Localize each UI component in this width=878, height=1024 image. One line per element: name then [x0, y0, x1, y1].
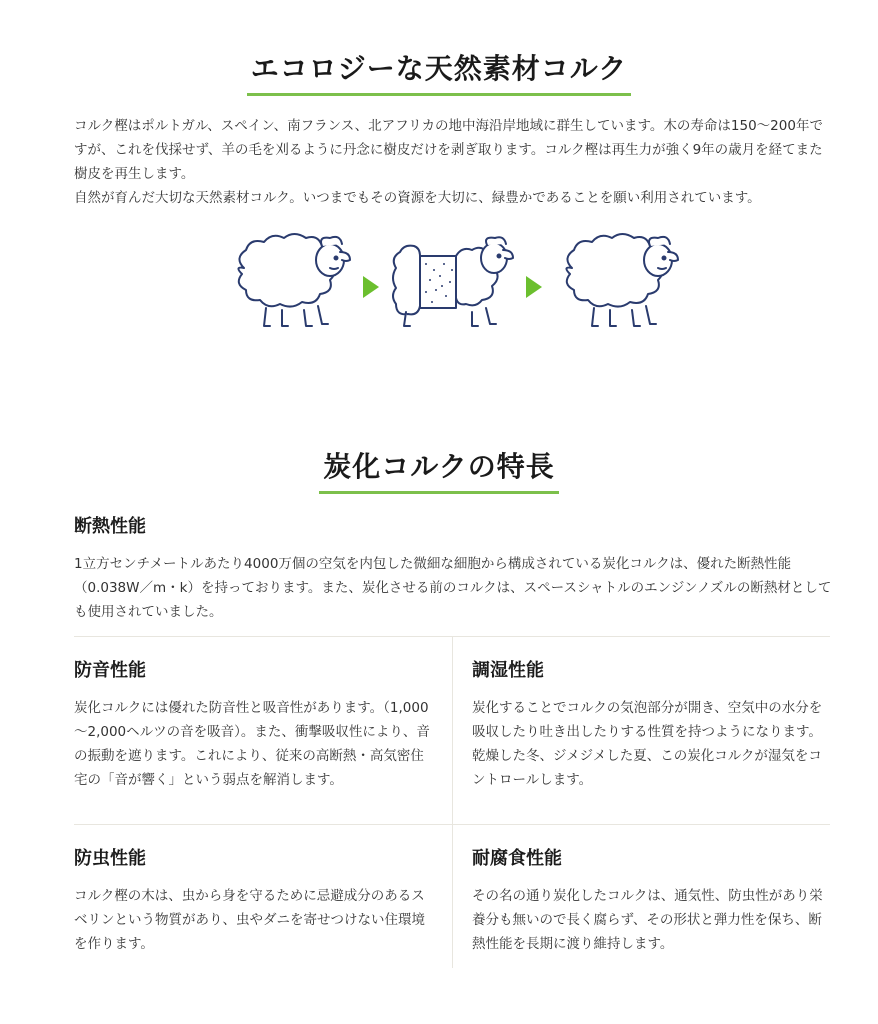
- sheared-sheep-icon: [390, 228, 520, 338]
- feature-humidity: [472, 656, 832, 792]
- feature-heading: 調湿性能: [472, 660, 544, 681]
- arrow-right-icon: [526, 276, 542, 298]
- feature-insect-proof: [74, 844, 434, 956]
- section-title-ecology: [0, 47, 878, 96]
- intro-paragraph-2: 自然が育んだ大切な天然素材コルク。いつまでもその資源を大切に、緑豊かであることを願い利用されています。: [74, 190, 761, 206]
- feature-insulation: [74, 512, 834, 624]
- heading-features: 炭化コルクの特長: [319, 445, 558, 494]
- feature-description: 炭化することでコルクの気泡部分が開き、空気中の水分を吸収したり吐き出したりする性質を持つようになります。乾燥した冬、ジメジメした夏、この炭化コルクが湿気をコントロールします。: [472, 700, 823, 788]
- intro-text: [74, 114, 834, 210]
- column-divider: [452, 636, 453, 968]
- cork-harvest-illustration: [220, 228, 690, 348]
- sheep-icon: [554, 228, 684, 338]
- feature-heading: 防虫性能: [74, 848, 146, 869]
- feature-heading: 耐腐食性能: [472, 848, 562, 869]
- feature-description: その名の通り炭化したコルクは、通気性、防虫性があり栄養分も無いので長く腐らず、その形状と弾力性を保ち、断熱性能を長期に渡り維持します。: [472, 888, 823, 952]
- feature-soundproof: [74, 656, 434, 792]
- feature-description: 炭化コルクには優れた防音性と吸音性があります。（1,000～2,000ヘルツの音を吸音）。また、衝撃吸収性により、音の振動を遮ります。これにより、従来の高断熱・高気密住宅の「音が響く」という弱点を解消します。: [74, 700, 430, 788]
- feature-corrosion-resistant: [472, 844, 832, 956]
- sheep-icon: [226, 228, 356, 338]
- feature-description: コルク樫の木は、虫から身を守るために忌避成分のあるスベリンという物質があり、虫やダニを寄せつけない住環境を作ります。: [74, 888, 425, 952]
- arrow-right-icon: [363, 276, 379, 298]
- feature-heading: 断熱性能: [74, 516, 146, 537]
- intro-paragraph-1: コルク樫はポルトガル、スペイン、南フランス、北アフリカの地中海沿岸地域に群生しています。木の寿命は150～200年ですが、これを伐採せず、羊の毛を刈るように丹念に樹皮だけを剥ぎ取ります。コルク樫は再生力が強く9年の歳月を経てまた樹皮を再生します。: [74, 118, 823, 182]
- feature-description: 1立方センチメートルあたり4000万個の空気を内包した微細な細胞から構成されている炭化コルクは、優れた断熱性能（0.038W／m・k）を持っております。また、炭化させる前のコルクは、スペースシャトルのエンジンノズルの断熱材としても使用されていました。: [74, 556, 832, 620]
- heading-ecology: エコロジーな天然素材コルク: [247, 47, 631, 96]
- feature-heading: 防音性能: [74, 660, 146, 681]
- section-title-features: [0, 445, 878, 494]
